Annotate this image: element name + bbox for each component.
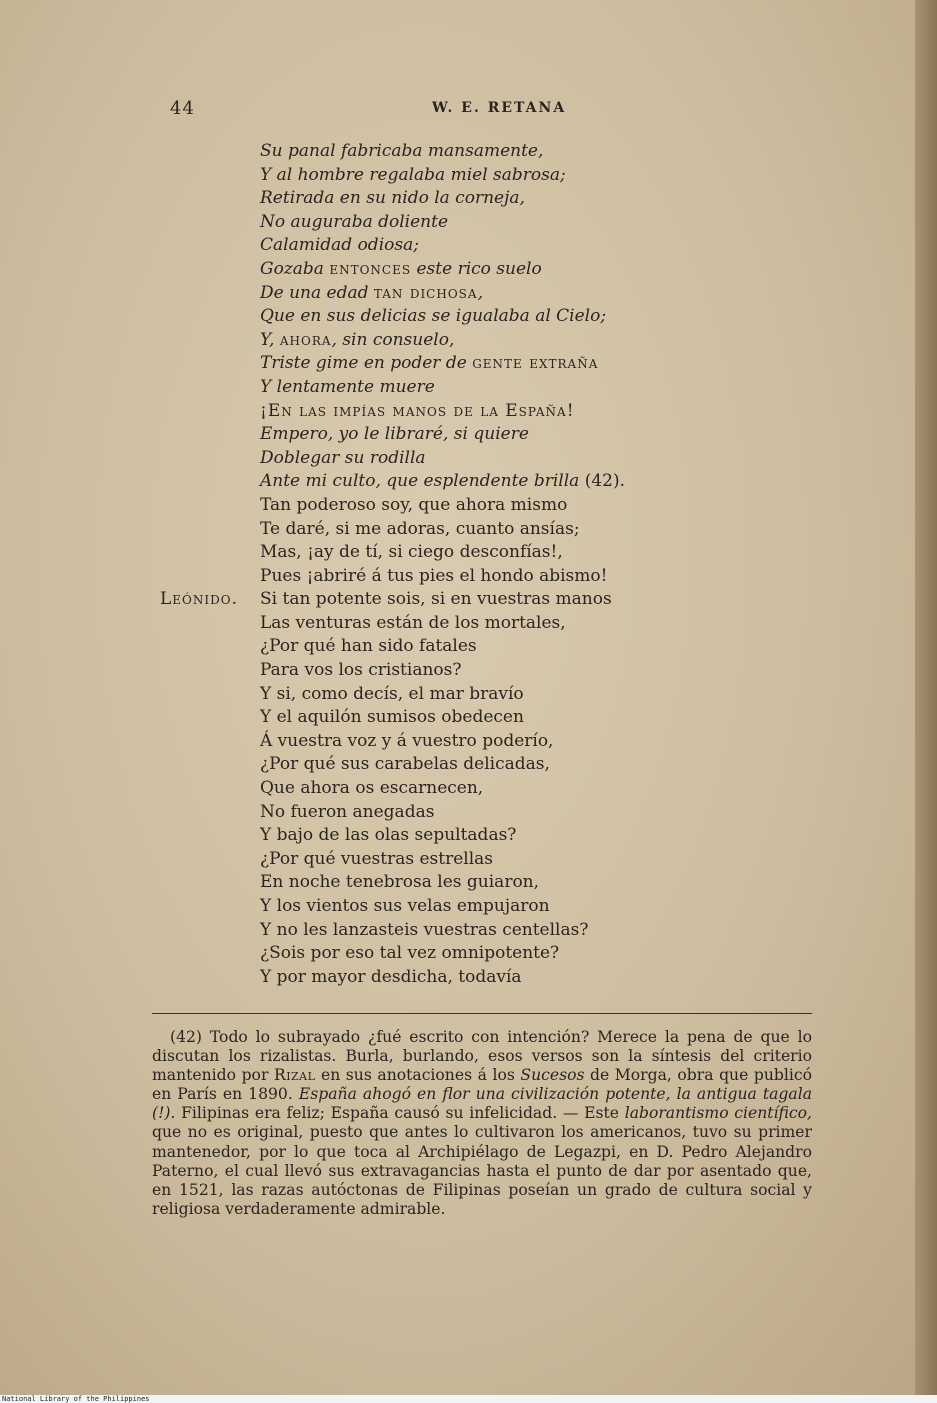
verse-text: [260, 659, 461, 683]
verse-segment: Y si, como decís, el mar bravío: [260, 683, 524, 704]
verse-line: [160, 518, 840, 542]
page-edge-shadow: [915, 0, 937, 1395]
verse-text: [260, 423, 529, 447]
verse-segment: Las venturas están de los mortales,: [260, 612, 566, 633]
footnote-segment: España ahogó en flor una civilización potente, la antigua tagala (!).: [152, 1085, 812, 1123]
verse-text: [260, 470, 625, 494]
verse-segment: Calamidad odiosa;: [260, 235, 419, 256]
verse-segment: Doblegar su rodilla: [260, 447, 426, 468]
verse-line: [160, 659, 840, 683]
verse-text: [260, 494, 567, 518]
verse-line: [160, 730, 840, 754]
verse-text: [260, 824, 516, 848]
verse-segment: Su panal fabricaba mansamente,: [260, 141, 544, 161]
verse-segment: ¿Sois por eso tal vez omnipotente?: [260, 943, 560, 964]
verse-line: [160, 683, 840, 707]
verse-line: [160, 282, 840, 306]
verse-line: [160, 400, 840, 424]
verse-line: [160, 588, 840, 612]
verse-segment: Y al hombre regalaba miel sabrosa;: [260, 164, 566, 185]
verse-text: [260, 919, 588, 943]
verse-line: [160, 164, 840, 188]
verse-text: [260, 164, 566, 188]
verse-text: [260, 187, 525, 211]
verse-line: [160, 895, 840, 919]
verse-line: [160, 824, 840, 848]
verse-segment: entonces: [329, 258, 412, 279]
verse-text: [260, 376, 435, 400]
verse-segment: Empero, yo le libraré, si quiere: [260, 424, 529, 445]
verse-segment: No fueron anegadas: [260, 801, 435, 822]
verse-segment: Que en sus delicias se igualaba al Cielo;: [260, 306, 607, 327]
verse-text: [260, 777, 483, 801]
verse-segment: Ante mi culto, que esplendente brilla: [260, 471, 580, 492]
verse-segment: Y los vientos sus velas empujaron: [260, 896, 550, 916]
verse-text: [260, 329, 454, 353]
verse-line: [160, 801, 840, 825]
verse-segment: ¡En las impías manos de la España!: [260, 400, 575, 421]
verse-text: [260, 140, 543, 164]
verse-segment: Si tan potente sois, si en vuestras manos: [260, 589, 612, 610]
footnote-segment: laborantismo científico,: [624, 1104, 812, 1123]
verse-line: [160, 919, 840, 943]
verse-text: [260, 753, 550, 777]
running-head: W. E. RETANA: [432, 100, 567, 116]
verse-line: [160, 258, 840, 282]
verse-text: [260, 258, 542, 282]
verse-block: [160, 140, 840, 989]
footnote-segment: (42) Todo lo subrayado ¿fué escrito con intención? Merece la pena de que lo discutan los rizalistas. Burla, burlando, esos versos son la síntesis del criterio mantenido por: [152, 1028, 812, 1085]
verse-segment: Tan poderoso soy, que ahora mismo: [260, 494, 568, 515]
verse-segment: Y,: [260, 329, 280, 350]
verse-text: [260, 848, 493, 872]
footnote-segment: Rizal: [273, 1066, 316, 1085]
verse-segment: Triste gime en poder de: [260, 353, 473, 374]
verse-line: [160, 470, 840, 494]
footnote-rule: [152, 1013, 812, 1014]
verse-text: [260, 966, 522, 990]
verse-segment: este rico suelo: [411, 258, 542, 279]
verse-line: [160, 777, 840, 801]
verse-line: [160, 753, 840, 777]
verse-text: [260, 541, 563, 565]
page-number: 44: [170, 98, 195, 119]
verse-text: [260, 588, 612, 612]
verse-segment: , sin consuelo,: [331, 329, 455, 350]
verse-line: [160, 447, 840, 471]
verse-segment: Que ahora os escarnecen,: [260, 778, 484, 799]
footnote: [152, 1028, 812, 1219]
verse-segment: Mas, ¡ay de tí, si ciego desconfías!,: [260, 542, 563, 563]
verse-segment: ,: [477, 282, 483, 303]
verse-text: [260, 282, 483, 306]
verse-line: [160, 187, 840, 211]
verse-text: [260, 565, 607, 589]
verse-segment: Te daré, si me adoras, cuanto ansías;: [260, 518, 580, 539]
verse-segment: tan dichosa: [373, 282, 478, 303]
library-credit: National Library of the Philippines: [2, 1395, 150, 1403]
verse-segment: Y lentamente muere: [260, 376, 435, 397]
verse-segment: Y no les lanzasteis vuestras centellas?: [260, 919, 589, 940]
verse-line: [160, 329, 840, 353]
verse-text: [260, 612, 566, 636]
verse-line: [160, 942, 840, 966]
verse-line: [160, 635, 840, 659]
verse-segment: ahora: [279, 329, 332, 350]
speaker-name: Leónido.: [160, 589, 238, 610]
verse-segment: Retirada en su nido la corneja,: [260, 188, 525, 209]
verse-segment: De una edad: [260, 282, 374, 303]
verse-text: [260, 518, 580, 542]
verse-line: [160, 848, 840, 872]
verse-line: [160, 706, 840, 730]
verse-segment: (42).: [579, 471, 626, 492]
verse-segment: En noche tenebrosa les guiaron,: [260, 872, 540, 893]
verse-segment: Y por mayor desdicha, todavía: [260, 966, 522, 987]
verse-segment: Para vos los cristianos?: [260, 660, 462, 681]
verse-text: [260, 400, 575, 424]
verse-line: [160, 871, 840, 895]
verse-line: [160, 305, 840, 329]
footnote-segment: que no es original, puesto que antes lo cultivaron los americanos, tuvo su primer mantenedor, por lo que toca al Archipiélago de Legazpi, en D. Pedro Alejandro Paterno, el cual llevó sus extravagancias hasta el punto de dar por asentado que, en 1521, las razas autóctonas de Filipinas poseían un grado de cultura social y religiosa verdaderamente admirable.: [152, 1123, 812, 1218]
footnote-segment: Sucesos: [520, 1066, 585, 1085]
verse-line: [160, 140, 840, 164]
footnote-segment: en sus anotaciones á los: [315, 1066, 521, 1085]
verse-text: [260, 305, 606, 329]
verse-text: [260, 730, 553, 754]
verse-line: [160, 234, 840, 258]
verse-text: [260, 635, 477, 659]
verse-line: [160, 423, 840, 447]
verse-segment: Gozaba: [260, 258, 330, 279]
verse-line: [160, 612, 840, 636]
verse-segment: Á vuestra voz y á vuestro poderío,: [260, 730, 554, 751]
verse-segment: No auguraba doliente: [260, 211, 449, 232]
verse-text: [260, 234, 419, 258]
verse-line: [160, 352, 840, 376]
footnote-segment: Filipinas era feliz; España causó su infelicidad. — Este: [175, 1104, 625, 1123]
verse-segment: ¿Por qué sus carabelas delicadas,: [260, 754, 550, 775]
verse-text: [260, 942, 559, 966]
verse-segment: Y bajo de las olas sepultadas?: [260, 825, 517, 846]
verse-line: [160, 494, 840, 518]
verse-segment: ¿Por qué vuestras estrellas: [260, 848, 494, 869]
verse-segment: Pues ¡abriré á tus pies el hondo abismo!: [260, 565, 608, 586]
verse-text: [260, 447, 426, 471]
verse-text: [260, 683, 524, 707]
verse-text: [260, 352, 598, 376]
verse-text: [260, 801, 434, 825]
verse-line: [160, 376, 840, 400]
verse-segment: Y el aquilón sumisos obedecen: [260, 707, 524, 728]
verse-text: [260, 895, 550, 919]
verse-line: [160, 541, 840, 565]
verse-text: [260, 211, 448, 235]
verse-segment: gente extraña: [472, 353, 599, 374]
verse-line: [160, 565, 840, 589]
verse-line: [160, 966, 840, 990]
verse-text: [260, 706, 524, 730]
verse-line: [160, 211, 840, 235]
footnote-segment: de Morga, obra que publicó en París en 1890.: [152, 1066, 812, 1104]
footnote-text: [152, 1028, 812, 1219]
verse-text: [260, 871, 539, 895]
verse-segment: ¿Por qué han sido fatales: [260, 636, 477, 657]
